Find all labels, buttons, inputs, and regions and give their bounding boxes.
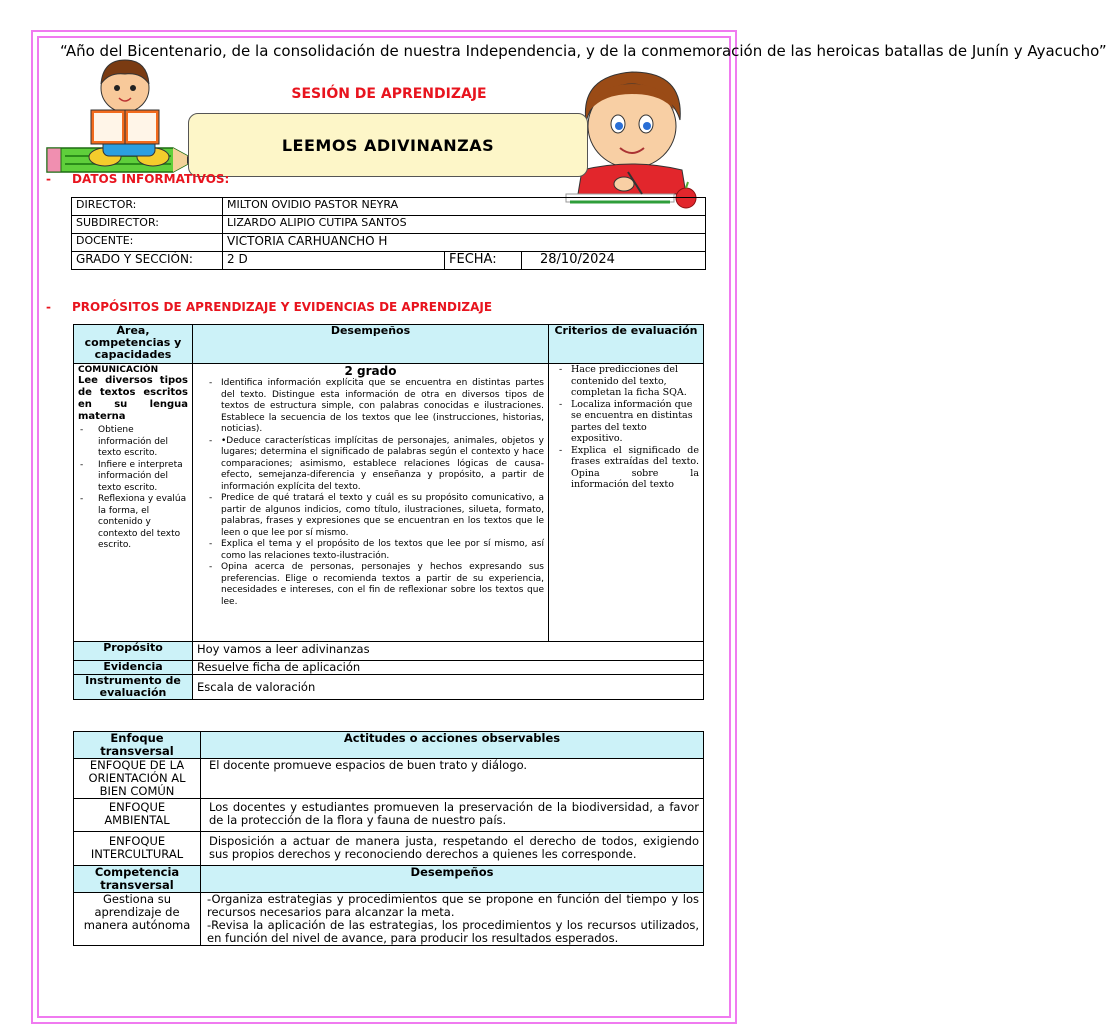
col-comp-desempenos-header: Desempeños	[201, 866, 704, 893]
evidencia-value: Resuelve ficha de aplicación	[193, 661, 704, 675]
motto: “Año del Bicentenario, de la consolidación de nuestra Independencia, y de la conmemoración de las heroicas batallas de Junín y Ayacucho”	[60, 42, 1107, 60]
table-row	[74, 364, 704, 642]
datos-heading-line: - DATOS INFORMATIVOS:	[46, 172, 230, 186]
grado-title: 2 grado	[344, 364, 397, 378]
list-item: - •Deduce características implícitas de personajes, animales, objetos y lugares; determina el significado de palabras según el contexto y hace comparaciones; asimismo, establece relaciones lógicas de causa-efecto, semejanza-diferencia y enseñanza y propósito, a partir de información explícita del texto.	[221, 436, 544, 494]
docente-label: DOCENTE:	[72, 234, 223, 252]
propositos-heading: PROPÓSITOS DE APRENDIZAJE Y EVIDENCIAS DE APRENDIZAJE	[72, 300, 493, 314]
list-item: - Explica el significado de frases extraídas del texto. Opina sobre la información del texto	[571, 445, 699, 491]
fecha-value: 28/10/2024	[522, 252, 706, 270]
criterios-list	[553, 364, 699, 491]
grado-value: 2 D	[223, 252, 445, 270]
table-row	[72, 216, 706, 234]
docente-value: VICTORIA CARHUANCHO H	[223, 234, 706, 252]
competencia-desempeno: -Organiza estrategias y procedimientos que se propone en función del tiempo y los recursos necesarios para alcanzar la meta.	[207, 892, 699, 919]
enfoque-text: Disposición a actuar de manera justa, respetando el derecho de todos, exigiendo sus propios derechos y reconociendo derechos a quienes les corresponde.	[201, 832, 704, 866]
table-row	[74, 866, 704, 893]
proposito-label: Propósito	[74, 642, 193, 661]
enfoque-text: El docente promueve espacios de buen trato y diálogo.	[201, 759, 704, 799]
subdirector-label: SUBDIRECTOR:	[72, 216, 223, 234]
enfoque-name: ENFOQUE INTERCULTURAL	[74, 832, 201, 866]
boy-reading-illustration	[45, 52, 200, 177]
competencia-name: Lee diversos tipos de textos escritos en su lengua materna	[78, 375, 188, 422]
table-row	[72, 198, 706, 216]
director-label: DIRECTOR:	[72, 198, 223, 216]
evidencia-label: Evidencia	[74, 661, 193, 675]
table-row	[74, 832, 704, 866]
col-actitudes-header: Actitudes o acciones observables	[201, 732, 704, 759]
director-value: MILTON OVIDIO PASTOR NEYRA	[223, 198, 706, 216]
list-item: - Hace predicciones del contenido del texto, completan la ficha SQA.	[571, 364, 699, 399]
datos-heading: DATOS INFORMATIVOS:	[72, 172, 230, 186]
propositos-table	[73, 324, 704, 700]
area-name: COMUNICACIÓN	[78, 365, 159, 375]
competencia-name: Gestiona su aprendizaje de manera autónoma	[74, 893, 201, 946]
table-row	[74, 799, 704, 832]
subdirector-value: LIZARDO ALIPIO CUTIPA SANTOS	[223, 216, 706, 234]
desempenos-list	[197, 378, 544, 608]
table-row	[74, 642, 704, 661]
enfoques-table	[73, 731, 704, 946]
grado-label: GRADO Y SECCIÓN:	[72, 252, 223, 270]
enfoque-text: Los docentes y estudiantes promueven la preservación de la biodiversidad, a favor de la protección de la flora y fauna de nuestro país.	[201, 799, 704, 832]
table-row	[74, 893, 704, 946]
table-row	[74, 661, 704, 675]
capacidades-list	[78, 425, 188, 552]
list-item: - Explica el tema y el propósito de los textos que lee por sí mismo, así como las relaciones texto-ilustración.	[221, 539, 544, 562]
list-item: - Opina acerca de personas, personajes y hechos expresando sus preferencias. Elige o recomienda textos a partir de su experiencia, necesidades e intereses, con el fin de reflexionar sobre los textos que lee.	[221, 562, 544, 608]
proposito-value: Hoy vamos a leer adivinanzas	[193, 642, 704, 661]
enfoque-name: ENFOQUE AMBIENTAL	[74, 799, 201, 832]
session-title: SESIÓN DE APRENDIZAJE	[291, 86, 487, 102]
instrumento-value: Escala de valoración	[193, 675, 704, 700]
table-row	[72, 252, 706, 270]
enfoque-name: ENFOQUE DE LA ORIENTACIÓN AL BIEN COMÚN	[74, 759, 201, 799]
col-desempenos-header: Desempeños	[193, 325, 549, 364]
instrumento-label: Instrumento de evaluación	[74, 675, 193, 700]
lesson-title: LEEMOS ADIVINANZAS	[188, 113, 588, 177]
list-item: - Reflexiona y evalúa la forma, el contenido y contexto del texto escrito.	[92, 494, 188, 552]
table-row	[74, 759, 704, 799]
fecha-label: FECHA:	[445, 252, 522, 270]
col-area-header: Área, competencias y capacidades	[74, 325, 193, 364]
table-row	[74, 732, 704, 759]
table-row	[74, 325, 704, 364]
datos-table	[71, 197, 706, 270]
col-criterios-header: Criterios de evaluación	[549, 325, 704, 364]
col-enfoque-header: Enfoque transversal	[74, 732, 201, 759]
list-item: - Obtiene información del texto escrito.	[92, 425, 188, 460]
table-row	[74, 675, 704, 700]
list-item: - Predice de qué tratará el texto y cuál es su propósito comunicativo, a partir de algunos indicios, como título, ilustraciones, silueta, formato, palabras, frases y expresiones que se encuentran en los textos que le leen o que lee por sí mismo.	[221, 493, 544, 539]
table-row	[72, 234, 706, 252]
list-item: - Localiza información que se encuentra en distintas partes del texto expositivo.	[571, 399, 699, 445]
list-item: - Infiere e interpreta información del texto escrito.	[92, 460, 188, 495]
competencia-desempeno: -Revisa la aplicación de las estrategias, los procedimientos y los recursos utilizados, en función del nivel de avance, para producir los resultados esperados.	[207, 918, 699, 945]
list-item: - Identifica información explícita que se encuentra en distintas partes del texto. Distingue esta información de otra en diversos tipos de textos de estructura simple, con palabras conocidas e ilustraciones. Establece la secuencia de los textos que lee (instrucciones, historias, noticias).	[221, 378, 544, 436]
propositos-heading-line: - PROPÓSITOS DE APRENDIZAJE Y EVIDENCIAS DE APRENDIZAJE	[46, 300, 493, 314]
col-competencia-header: Competencia transversal	[74, 866, 201, 893]
